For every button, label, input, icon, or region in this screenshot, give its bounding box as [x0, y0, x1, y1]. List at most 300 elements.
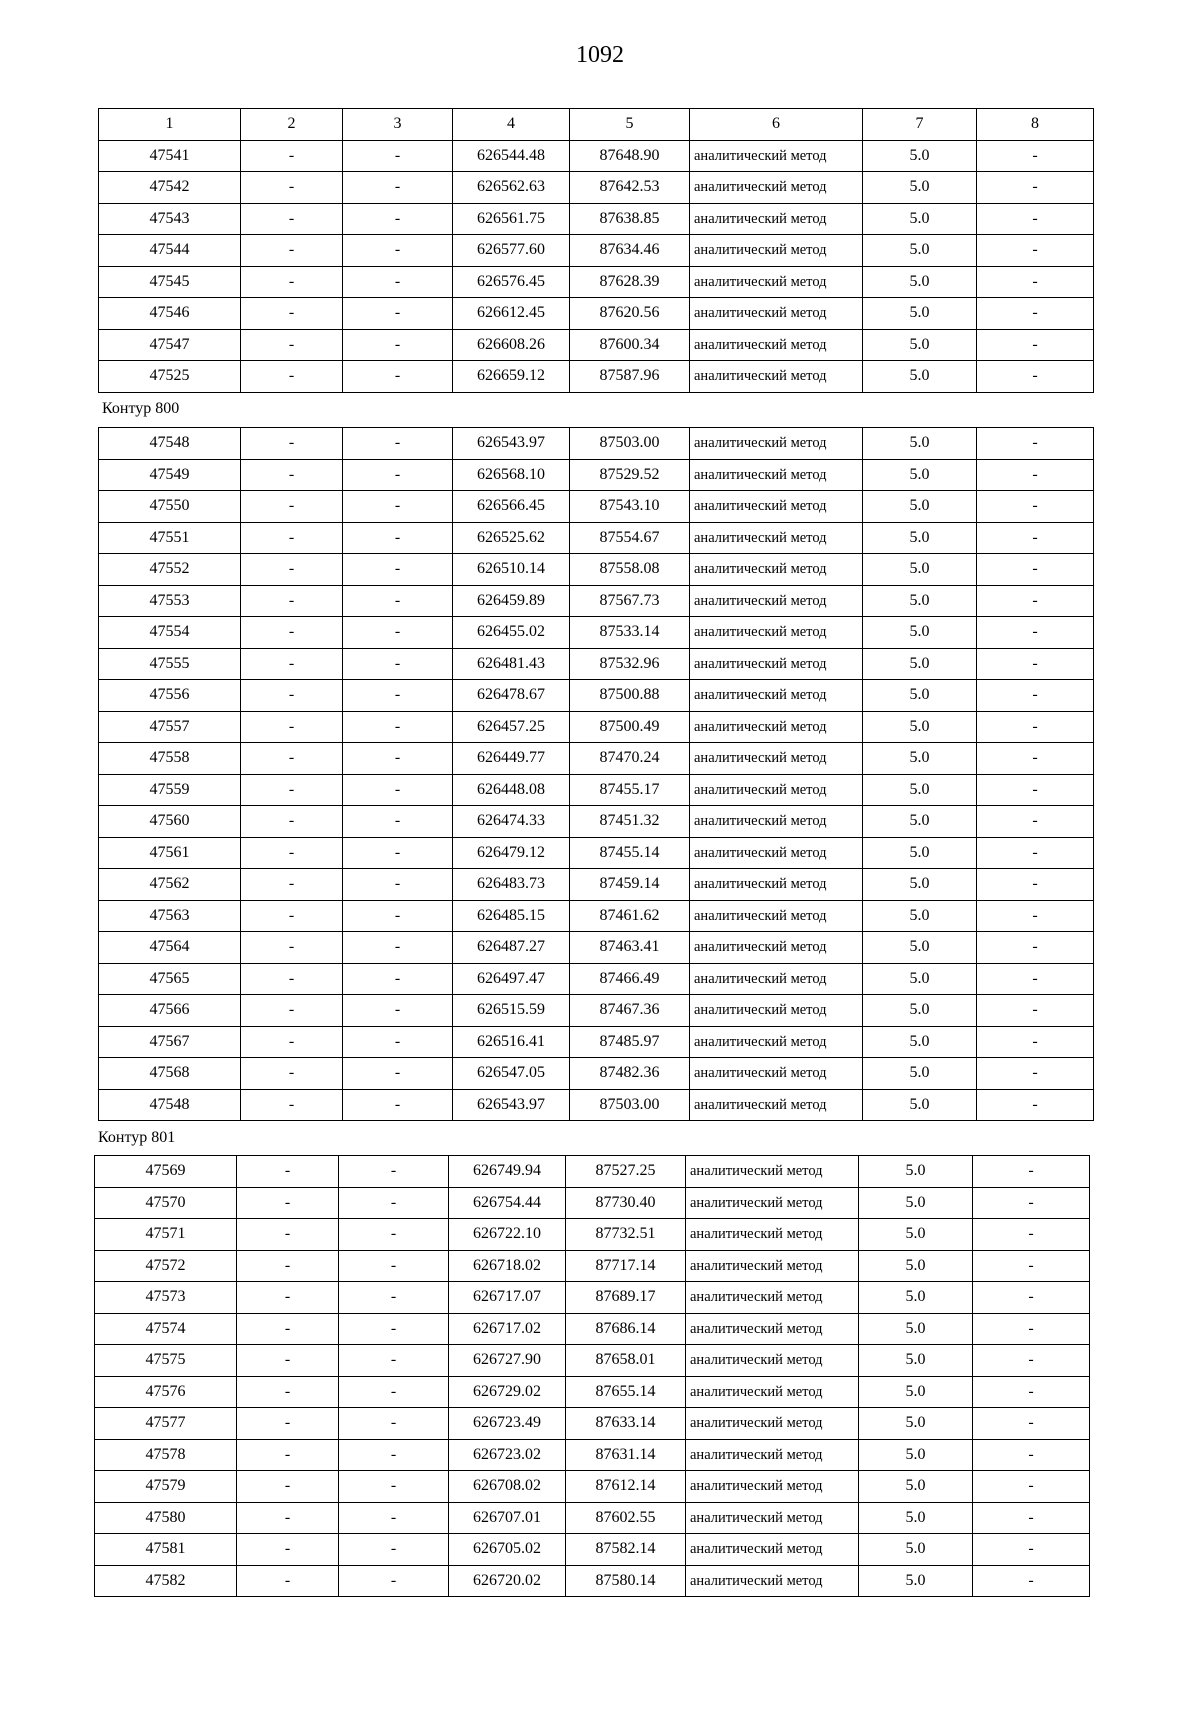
table-cell: 47525 [99, 361, 241, 393]
table-cell: 626659.12 [453, 361, 570, 393]
table-row [95, 1439, 1090, 1471]
table-cell: аналитический метод [690, 995, 863, 1027]
table-cell: аналитический метод [690, 1058, 863, 1090]
table-cell: - [237, 1439, 339, 1471]
table-cell: 626754.44 [449, 1187, 566, 1219]
table-cell: 5.0 [859, 1439, 973, 1471]
table-row [99, 585, 1094, 617]
table-cell: - [977, 235, 1094, 267]
table-cell: 5.0 [863, 329, 977, 361]
table-cell: 87655.14 [566, 1376, 686, 1408]
table-cell: - [339, 1345, 449, 1377]
table-cell: 87602.55 [566, 1502, 686, 1534]
table-cell: аналитический метод [690, 428, 863, 460]
table-cell: - [339, 1313, 449, 1345]
table-cell: 87600.34 [570, 329, 690, 361]
table-cell: - [977, 554, 1094, 586]
column-header: 4 [453, 109, 570, 141]
table-cell: - [241, 837, 343, 869]
table-cell: 626717.02 [449, 1313, 566, 1345]
table-cell: аналитический метод [690, 680, 863, 712]
contour-801-label: Контур 801 [98, 1129, 176, 1146]
table-row [99, 711, 1094, 743]
table-cell: - [339, 1408, 449, 1440]
table-cell: - [977, 459, 1094, 491]
table-cell: аналитический метод [686, 1471, 859, 1503]
table-cell: 87482.36 [570, 1058, 690, 1090]
table-cell: 47577 [95, 1408, 237, 1440]
table-cell: - [343, 806, 453, 838]
table-row [99, 491, 1094, 523]
table-cell: аналитический метод [690, 298, 863, 330]
table-cell: 47548 [99, 1089, 241, 1121]
table-row [95, 1313, 1090, 1345]
table-cell: аналитический метод [686, 1313, 859, 1345]
table-cell: - [977, 837, 1094, 869]
table-cell: 47544 [99, 235, 241, 267]
table-cell: 5.0 [859, 1502, 973, 1534]
table-cell: аналитический метод [690, 617, 863, 649]
table-cell: - [973, 1156, 1090, 1188]
table-cell: 87638.85 [570, 203, 690, 235]
table-cell: - [237, 1250, 339, 1282]
table-cell: - [343, 648, 453, 680]
table-cell: - [973, 1534, 1090, 1566]
table-cell: - [241, 459, 343, 491]
table-cell: 5.0 [863, 428, 977, 460]
table-cell: 47546 [99, 298, 241, 330]
table-cell: - [241, 140, 343, 172]
table-cell: - [241, 1058, 343, 1090]
table-cell: 87580.14 [566, 1565, 686, 1597]
table-cell: 47563 [99, 900, 241, 932]
table-cell: - [241, 298, 343, 330]
table-cell: аналитический метод [686, 1156, 859, 1188]
table-cell: - [343, 140, 453, 172]
table-cell: 626749.94 [449, 1156, 566, 1188]
table-cell: 87455.17 [570, 774, 690, 806]
table-cell: 626727.90 [449, 1345, 566, 1377]
table-cell: 5.0 [863, 235, 977, 267]
table-cell: 5.0 [863, 172, 977, 204]
table-cell: 5.0 [863, 774, 977, 806]
table-cell: 47543 [99, 203, 241, 235]
table-row [99, 266, 1094, 298]
table-cell: - [237, 1565, 339, 1597]
table-cell: аналитический метод [690, 774, 863, 806]
table-cell: - [977, 617, 1094, 649]
table-cell: - [241, 172, 343, 204]
table-cell: 87582.14 [566, 1534, 686, 1566]
table-cell: аналитический метод [686, 1565, 859, 1597]
table-cell: - [343, 900, 453, 932]
table-row [99, 298, 1094, 330]
table-cell: - [973, 1345, 1090, 1377]
table-row [95, 1534, 1090, 1566]
table-cell: - [977, 774, 1094, 806]
table-cell: 5.0 [859, 1219, 973, 1251]
table-cell: аналитический метод [690, 963, 863, 995]
table-cell: 87658.01 [566, 1345, 686, 1377]
table-cell: - [339, 1534, 449, 1566]
table-cell: 626708.02 [449, 1471, 566, 1503]
table-contour-800 [98, 427, 1093, 1121]
table-cell: - [977, 428, 1094, 460]
table-cell: 5.0 [859, 1282, 973, 1314]
table-cell: - [343, 298, 453, 330]
table-cell: 5.0 [863, 711, 977, 743]
table-cell: 47548 [99, 428, 241, 460]
coordinates-table-top [98, 108, 1094, 393]
table-header-row [99, 109, 1094, 141]
table-cell: - [977, 995, 1094, 1027]
table-cell: 626722.10 [449, 1219, 566, 1251]
table-cell: аналитический метод [690, 266, 863, 298]
table-cell: 626525.62 [453, 522, 570, 554]
table-cell: 47580 [95, 1502, 237, 1534]
table-cell: 47550 [99, 491, 241, 523]
table-cell: 87500.88 [570, 680, 690, 712]
table-cell: 626608.26 [453, 329, 570, 361]
table-row [95, 1502, 1090, 1534]
table-cell: 626474.33 [453, 806, 570, 838]
table-cell: 5.0 [859, 1408, 973, 1440]
table-cell: 5.0 [863, 1058, 977, 1090]
table-cell: - [977, 585, 1094, 617]
table-cell: 5.0 [863, 648, 977, 680]
table-row [99, 1089, 1094, 1121]
table-cell: 5.0 [863, 837, 977, 869]
table-cell: 47579 [95, 1471, 237, 1503]
table-cell: 5.0 [863, 298, 977, 330]
table-row [95, 1156, 1090, 1188]
table-cell: 626544.48 [453, 140, 570, 172]
table-cell: 626718.02 [449, 1250, 566, 1282]
table-cell: 5.0 [863, 617, 977, 649]
table-cell: 5.0 [863, 459, 977, 491]
table-cell: - [241, 1026, 343, 1058]
table-cell: 47545 [99, 266, 241, 298]
table-cell: 47561 [99, 837, 241, 869]
table-cell: 87455.14 [570, 837, 690, 869]
table-cell: 87463.41 [570, 932, 690, 964]
table-cell: 87689.17 [566, 1282, 686, 1314]
table-cell: 87451.32 [570, 806, 690, 838]
coordinates-table-800 [98, 427, 1094, 1121]
table-cell: 5.0 [859, 1345, 973, 1377]
table-cell: аналитический метод [690, 172, 863, 204]
table-cell: 47553 [99, 585, 241, 617]
table-cell: 5.0 [863, 361, 977, 393]
table-cell: 5.0 [863, 869, 977, 901]
table-top [98, 108, 1093, 393]
table-cell: - [237, 1313, 339, 1345]
table-cell: - [343, 172, 453, 204]
table-cell: 87529.52 [570, 459, 690, 491]
table-cell: - [343, 329, 453, 361]
table-cell: - [343, 680, 453, 712]
table-cell: - [977, 680, 1094, 712]
table-cell: аналитический метод [686, 1345, 859, 1377]
table-cell: 626723.49 [449, 1408, 566, 1440]
table-cell: - [977, 491, 1094, 523]
table-row [95, 1345, 1090, 1377]
table-cell: - [343, 203, 453, 235]
table-cell: 47566 [99, 995, 241, 1027]
table-cell: - [339, 1219, 449, 1251]
table-cell: 47569 [95, 1156, 237, 1188]
table-cell: 5.0 [863, 522, 977, 554]
table-cell: - [977, 648, 1094, 680]
table-cell: 47564 [99, 932, 241, 964]
table-cell: 5.0 [863, 491, 977, 523]
table-cell: 87554.67 [570, 522, 690, 554]
table-row [95, 1250, 1090, 1282]
table-cell: 5.0 [863, 1089, 977, 1121]
table-cell: - [241, 361, 343, 393]
table-cell: - [343, 963, 453, 995]
table-row [99, 235, 1094, 267]
table-row [99, 554, 1094, 586]
table-cell: аналитический метод [690, 743, 863, 775]
table-cell: 87485.97 [570, 1026, 690, 1058]
table-cell: 47573 [95, 1282, 237, 1314]
table-cell: 47560 [99, 806, 241, 838]
table-cell: аналитический метод [690, 459, 863, 491]
table-cell: 626481.43 [453, 648, 570, 680]
table-cell: 47557 [99, 711, 241, 743]
table-cell: аналитический метод [686, 1250, 859, 1282]
table-row [95, 1282, 1090, 1314]
table-cell: аналитический метод [690, 837, 863, 869]
table-cell: - [241, 617, 343, 649]
table-cell: - [339, 1439, 449, 1471]
table-cell: аналитический метод [690, 140, 863, 172]
table-row [99, 459, 1094, 491]
table-cell: 87642.53 [570, 172, 690, 204]
table-cell: 626483.73 [453, 869, 570, 901]
table-row [95, 1187, 1090, 1219]
table-cell: 47567 [99, 1026, 241, 1058]
table-cell: 87730.40 [566, 1187, 686, 1219]
table-cell: - [977, 203, 1094, 235]
table-cell: аналитический метод [686, 1282, 859, 1314]
table-cell: аналитический метод [690, 361, 863, 393]
table-row [95, 1376, 1090, 1408]
table-cell: - [241, 585, 343, 617]
page-number: 1092 [576, 42, 624, 68]
table-cell: 47556 [99, 680, 241, 712]
table-cell: 5.0 [863, 1026, 977, 1058]
table-row [95, 1565, 1090, 1597]
table-cell: 626568.10 [453, 459, 570, 491]
table-cell: 5.0 [863, 995, 977, 1027]
table-cell: 47565 [99, 963, 241, 995]
table-cell: - [339, 1502, 449, 1534]
table-cell: 626576.45 [453, 266, 570, 298]
table-cell: - [241, 774, 343, 806]
table-row [99, 1026, 1094, 1058]
table-cell: 626612.45 [453, 298, 570, 330]
table-cell: 626720.02 [449, 1565, 566, 1597]
table-cell: 87466.49 [570, 963, 690, 995]
table-cell: - [343, 837, 453, 869]
table-cell: аналитический метод [690, 203, 863, 235]
table-cell: 47578 [95, 1439, 237, 1471]
table-cell: 87558.08 [570, 554, 690, 586]
table-cell: - [241, 743, 343, 775]
table-cell: - [977, 361, 1094, 393]
table-cell: - [241, 932, 343, 964]
table-cell: 87527.25 [566, 1156, 686, 1188]
table-cell: - [241, 648, 343, 680]
table-cell: - [343, 711, 453, 743]
column-header: 6 [690, 109, 863, 141]
table-cell: аналитический метод [690, 554, 863, 586]
table-cell: - [977, 869, 1094, 901]
table-cell: аналитический метод [690, 711, 863, 743]
table-cell: 47562 [99, 869, 241, 901]
table-cell: - [237, 1156, 339, 1188]
table-cell: - [241, 522, 343, 554]
table-cell: - [973, 1187, 1090, 1219]
table-cell: - [977, 1089, 1094, 1121]
table-cell: - [241, 680, 343, 712]
table-cell: 47542 [99, 172, 241, 204]
table-cell: 87532.96 [570, 648, 690, 680]
table-cell: 5.0 [859, 1376, 973, 1408]
table-cell: - [343, 1058, 453, 1090]
table-row [99, 648, 1094, 680]
table-cell: 626717.07 [449, 1282, 566, 1314]
table-cell: - [973, 1502, 1090, 1534]
table-cell: 87533.14 [570, 617, 690, 649]
column-header: 7 [863, 109, 977, 141]
table-cell: 5.0 [863, 900, 977, 932]
table-cell: 626516.41 [453, 1026, 570, 1058]
table-cell: - [241, 900, 343, 932]
table-cell: 626459.89 [453, 585, 570, 617]
table-cell: аналитический метод [690, 1089, 863, 1121]
table-cell: 87459.14 [570, 869, 690, 901]
table-cell: 626497.47 [453, 963, 570, 995]
table-cell: - [339, 1282, 449, 1314]
table-cell: - [343, 932, 453, 964]
table-cell: 87612.14 [566, 1471, 686, 1503]
table-cell: 5.0 [863, 743, 977, 775]
table-cell: 5.0 [863, 585, 977, 617]
table-cell: 47575 [95, 1345, 237, 1377]
table-cell: - [339, 1565, 449, 1597]
table-cell: 87543.10 [570, 491, 690, 523]
table-cell: 626478.67 [453, 680, 570, 712]
table-cell: - [339, 1156, 449, 1188]
table-row [95, 1408, 1090, 1440]
table-cell: - [237, 1534, 339, 1566]
table-cell: 5.0 [863, 963, 977, 995]
table-cell: аналитический метод [690, 491, 863, 523]
table-cell: аналитический метод [686, 1408, 859, 1440]
table-row [99, 743, 1094, 775]
table-cell: - [977, 1058, 1094, 1090]
table-cell: 47551 [99, 522, 241, 554]
table-cell: 626705.02 [449, 1534, 566, 1566]
table-cell: 47570 [95, 1187, 237, 1219]
table-cell: 626561.75 [453, 203, 570, 235]
table-cell: - [977, 806, 1094, 838]
table-cell: 87628.39 [570, 266, 690, 298]
table-cell: аналитический метод [686, 1219, 859, 1251]
table-contour-801 [94, 1155, 1089, 1597]
table-cell: - [977, 932, 1094, 964]
table-cell: - [241, 869, 343, 901]
table-cell: 626723.02 [449, 1439, 566, 1471]
column-header: 3 [343, 109, 453, 141]
table-cell: - [977, 743, 1094, 775]
table-cell: - [973, 1565, 1090, 1597]
table-cell: - [343, 491, 453, 523]
table-cell: аналитический метод [690, 806, 863, 838]
table-row [99, 329, 1094, 361]
contour-800-label: Контур 800 [102, 400, 180, 417]
table-cell: 5.0 [859, 1313, 973, 1345]
table-cell: 626479.12 [453, 837, 570, 869]
table-cell: - [973, 1313, 1090, 1345]
table-cell: 47571 [95, 1219, 237, 1251]
table-cell: 87633.14 [566, 1408, 686, 1440]
table-cell: - [343, 522, 453, 554]
table-row [99, 140, 1094, 172]
table-cell: - [241, 995, 343, 1027]
table-cell: аналитический метод [690, 648, 863, 680]
table-cell: - [343, 459, 453, 491]
table-cell: аналитический метод [690, 329, 863, 361]
table-cell: - [973, 1250, 1090, 1282]
table-cell: - [241, 235, 343, 267]
table-cell: - [973, 1282, 1090, 1314]
table-cell: 87732.51 [566, 1219, 686, 1251]
table-row [99, 837, 1094, 869]
table-cell: 626707.01 [449, 1502, 566, 1534]
table-cell: 5.0 [863, 203, 977, 235]
table-cell: 87631.14 [566, 1439, 686, 1471]
table-cell: 626543.97 [453, 428, 570, 460]
table-cell: 626510.14 [453, 554, 570, 586]
column-header: 1 [99, 109, 241, 141]
table-cell: - [241, 491, 343, 523]
table-row [99, 995, 1094, 1027]
table-cell: 626566.45 [453, 491, 570, 523]
table-cell: - [237, 1282, 339, 1314]
table-cell: 47555 [99, 648, 241, 680]
table-cell: 5.0 [859, 1156, 973, 1188]
table-cell: 626448.08 [453, 774, 570, 806]
table-cell: - [977, 298, 1094, 330]
table-cell: 5.0 [863, 554, 977, 586]
table-cell: - [343, 743, 453, 775]
table-cell: 47547 [99, 329, 241, 361]
table-cell: - [241, 203, 343, 235]
table-cell: - [977, 1026, 1094, 1058]
table-cell: - [241, 711, 343, 743]
table-cell: аналитический метод [690, 900, 863, 932]
table-cell: 626487.27 [453, 932, 570, 964]
table-cell: 5.0 [859, 1187, 973, 1219]
table-row [99, 774, 1094, 806]
table-cell: - [977, 266, 1094, 298]
table-row [99, 900, 1094, 932]
table-cell: - [343, 1089, 453, 1121]
